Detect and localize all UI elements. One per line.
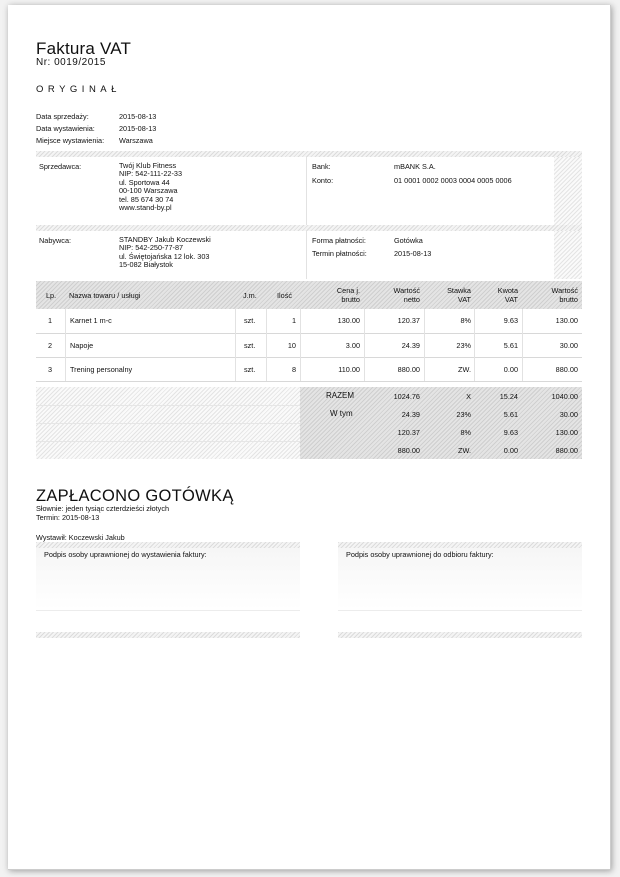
header-name: Nazwa towaru / usługi: [69, 291, 141, 300]
row2-gross: 30.00: [559, 341, 578, 350]
header-vat: [468, 286, 518, 304]
seller-phone: tel. 85 674 30 74: [119, 194, 174, 204]
payment-term-label: Termin płatności:: [312, 249, 367, 258]
row2-unit: szt.: [244, 341, 256, 350]
issue-place-value: Warszawa: [119, 136, 153, 145]
payment-term-value: 2015-08-13: [394, 249, 432, 258]
row1-gross: 130.00: [555, 316, 578, 325]
account-value: 01 0001 0002 0003 0004 0005 0006: [394, 176, 512, 185]
paid-title: ZAPŁACONO GOTÓWKĄ: [36, 487, 234, 505]
issue-date-value: 2015-08-13: [119, 124, 157, 133]
signature-right-bottom-hatch: [338, 632, 582, 638]
seller-address: [119, 162, 182, 212]
seller-label: Sprzedawca:: [39, 162, 82, 171]
bank-value: mBANK S.A.: [394, 162, 436, 171]
column-divider: [65, 309, 66, 381]
row-divider: [36, 357, 582, 358]
row3-lp: 3: [48, 365, 53, 374]
header-rate-line1: Stawka: [447, 286, 471, 295]
invoice-title: Faktura VAT: [36, 39, 132, 58]
breakdown1-net: 24.39: [401, 410, 420, 419]
seller-nip: NIP: 542-111-22-33: [119, 169, 183, 179]
seller-city: 00-100 Warszawa: [119, 186, 178, 196]
seller-street: ul. Sportowa 44: [119, 177, 170, 187]
payment-method-label: Forma płatności:: [312, 236, 366, 245]
summary-left-divider: [36, 423, 300, 424]
breakdown3-vat: 0.00: [503, 446, 518, 455]
seller-name: Twój Klub Fitness: [119, 161, 177, 170]
separator-hatch: [36, 225, 582, 231]
buyer-city: 15-082 Białystok: [119, 260, 173, 270]
row3-unit: szt.: [244, 365, 256, 374]
summary-left-divider: [36, 441, 300, 442]
summary-total-vat: 15.24: [499, 392, 518, 401]
breakdown1-rate: 23%: [456, 410, 471, 419]
row-divider: [36, 333, 582, 334]
invoice-page: [8, 5, 611, 870]
breakdown3-gross: 880.00: [555, 446, 578, 455]
header-rate-line2: VAT: [457, 295, 471, 304]
row2-vat: 5.61: [503, 341, 518, 350]
summary-total-rate: X: [466, 392, 471, 401]
breakdown2-rate: 8%: [460, 428, 471, 437]
header-qty: Ilość: [277, 291, 293, 300]
header-vat-line1: Kwota: [497, 286, 518, 295]
row2-price: 3.00: [345, 341, 360, 350]
header-unit: J.m.: [243, 291, 257, 300]
row3-vat: 0.00: [503, 365, 518, 374]
copy-label: ORYGINAŁ: [36, 84, 121, 95]
row1-price: 130.00: [337, 316, 360, 325]
summary-total-net: 1024.76: [393, 392, 420, 401]
amount-in-words: Słownie: jeden tysiąc czterdzieści złotych: [36, 504, 170, 513]
sale-date-value: 2015-08-13: [119, 112, 157, 121]
header-net-line2: netto: [403, 295, 420, 304]
row3-price: 110.00: [338, 365, 360, 374]
breakdown2-net: 120.37: [397, 428, 420, 437]
row1-name: Karnet 1 m-c: [70, 316, 112, 325]
bank-label: Bank:: [312, 162, 331, 171]
row1-net: 120.37: [397, 316, 420, 325]
payment-term: Termin: 2015-08-13: [36, 513, 100, 522]
header-gross: [518, 286, 578, 304]
column-divider: [306, 157, 307, 225]
header-price: [308, 286, 360, 304]
header-vat-line2: VAT: [504, 295, 518, 304]
row3-qty: 8: [291, 365, 296, 374]
header-price-line2: brutto: [341, 295, 360, 304]
row3-net: 880.00: [397, 365, 420, 374]
signature-right-line: [338, 610, 582, 611]
row3-rate: ZW.: [458, 365, 471, 374]
summary-total-label: RAZEM: [326, 391, 354, 400]
row2-lp: 2: [48, 341, 53, 350]
row1-unit: szt.: [244, 316, 256, 325]
seller-website: www.stand-by.pl: [119, 203, 172, 213]
signature-left-line: [36, 610, 300, 611]
breakdown1-vat: 5.61: [503, 410, 518, 419]
column-divider: [364, 309, 365, 381]
header-gross-line2: brutto: [559, 295, 578, 304]
invoice-number: Nr: 0019/2015: [36, 57, 106, 68]
breakdown2-gross: 130.00: [555, 428, 578, 437]
row3-gross: 880.00: [555, 365, 578, 374]
issuer: Wystawił: Koczewski Jakub: [36, 533, 125, 542]
row3-name: Trening personalny: [70, 365, 133, 374]
side-hatch: [554, 231, 582, 279]
signature-issuer-label: Podpis osoby uprawnionej do wystawienia faktury:: [44, 550, 207, 559]
header-gross-line1: Wartość: [551, 286, 578, 295]
buyer-street: ul. Świętojańska 12 lok. 303: [119, 251, 210, 261]
header-rate: [420, 286, 471, 304]
row-divider: [36, 381, 582, 382]
buyer-name: STANDBY Jakub Koczewski: [119, 235, 211, 244]
column-divider: [235, 309, 236, 381]
breakdown2-vat: 9.63: [503, 428, 518, 437]
side-hatch: [554, 157, 582, 225]
signature-left-bottom-hatch: [36, 632, 300, 638]
breakdown3-net: 880.00: [397, 446, 420, 455]
payment-method-value: Gotówka: [394, 236, 423, 245]
separator-hatch: [36, 151, 582, 157]
row2-rate: 23%: [456, 341, 471, 350]
signature-receiver-label: Podpis osoby uprawnionej do odbioru faktury:: [346, 550, 494, 559]
breakdown3-rate: ZW.: [458, 446, 471, 455]
summary-total-gross: 1040.00: [551, 392, 578, 401]
row1-qty: 1: [291, 316, 296, 325]
buyer-nip: NIP: 542-250-77-87: [119, 243, 184, 253]
header-net: [368, 286, 420, 304]
issue-place-label: Miejsce wystawienia:: [36, 136, 105, 145]
buyer-address: [119, 236, 211, 270]
account-label: Konto:: [312, 176, 334, 185]
sale-date-label: Data sprzedaży:: [36, 112, 89, 121]
column-divider: [300, 309, 301, 381]
row2-qty: 10: [287, 341, 296, 350]
row1-vat: 9.63: [503, 316, 518, 325]
row2-net: 24.39: [401, 341, 420, 350]
row1-rate: 8%: [460, 316, 471, 325]
column-divider: [306, 231, 307, 279]
issue-date-label: Data wystawienia:: [36, 124, 95, 133]
header-price-line1: Cena j.: [336, 286, 360, 295]
buyer-label: Nabywca:: [39, 236, 72, 245]
summary-left-divider: [36, 405, 300, 406]
row1-lp: 1: [48, 316, 53, 325]
summary-breakdown-label: W tym: [330, 409, 353, 418]
breakdown1-gross: 30.00: [559, 410, 578, 419]
header-net-line1: Wartość: [393, 286, 420, 295]
row2-name: Napoje: [70, 341, 94, 350]
header-lp: Lp.: [46, 291, 57, 300]
